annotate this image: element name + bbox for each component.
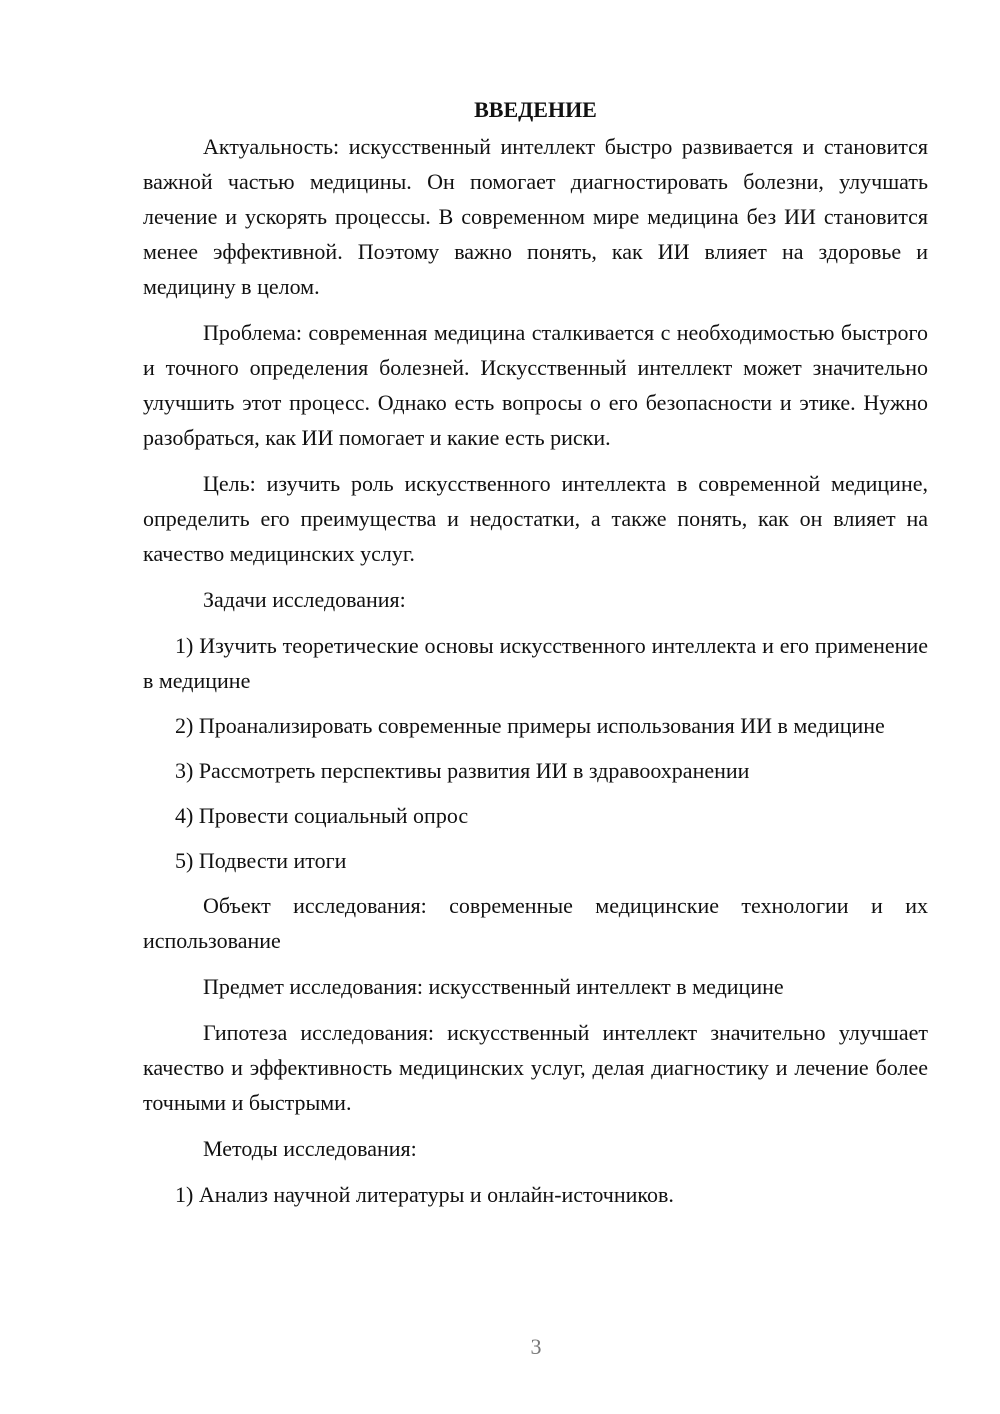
list-item-task-3: 3) Рассмотреть перспективы развития ИИ в здравоохранении: [175, 758, 750, 783]
section-title: ВВЕДЕНИЕ: [474, 97, 597, 122]
list-item-task-1: 1) Изучить теоретические основы искусственного интеллекта и его применение в медицине: [143, 633, 928, 693]
page-number: 3: [530, 1334, 542, 1359]
list-item-task-5: 5) Подвести итоги: [175, 848, 347, 873]
paragraph-subject: Предмет исследования: искусственный интеллект в медицине: [203, 974, 784, 999]
paragraph-problem: Проблема: современная медицина сталкивается с необходимостью быстрого и точного определения болезней. Искусственный интеллект может значительно улучшить этот процесс. Однако есть вопросы о его безопасности и этике. Нужно разобраться, как ИИ помогает и какие есть риски.: [143, 320, 928, 450]
paragraph-hypothesis: Гипотеза исследования: искусственный интеллект значительно улучшает качество и эффективность медицинских услуг, делая диагностику и лечение более точными и быстрыми.: [143, 1020, 928, 1115]
paragraph-goal: Цель: изучить роль искусственного интеллекта в современной медицине, определить его преимущества и недостатки, а также понять, как он влияет на качество медицинских услуг.: [143, 471, 928, 566]
list-item-task-4: 4) Провести социальный опрос: [175, 803, 469, 828]
document-body: [143, 92, 928, 1222]
paragraph-relevance: Актуальность: искусственный интеллект быстро развивается и становится важной частью медицины. Он помогает диагностировать болезни, улучшать лечение и ускорять процессы. В современном мире медицина без ИИ становится менее эффективной. Поэтому важно понять, как ИИ влияет на здоровье и медицину в целом.: [143, 134, 928, 299]
list-item-method-1: 1) Анализ научной литературы и онлайн-источников.: [175, 1182, 674, 1207]
paragraph-tasks-heading: Задачи исследования:: [203, 587, 406, 612]
paragraph-methods-heading: Методы исследования:: [203, 1136, 417, 1161]
paragraph-object: Объект исследования: современные медицинские технологии и их использование: [143, 893, 928, 953]
list-item-task-2: 2) Проанализировать современные примеры использования ИИ в медицине: [175, 713, 885, 738]
